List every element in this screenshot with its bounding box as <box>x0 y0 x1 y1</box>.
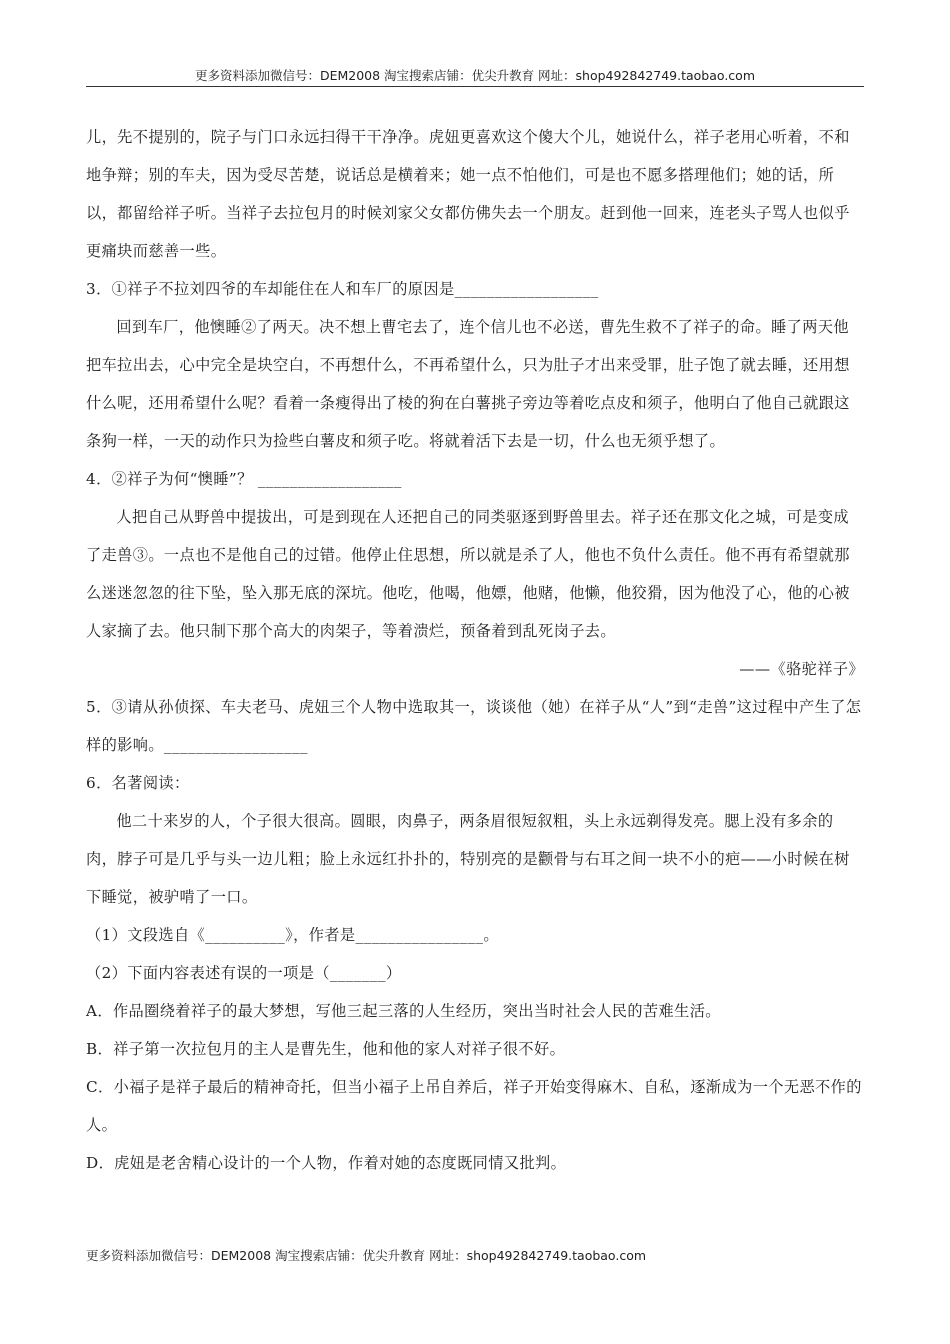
question-5: 5．③请从孙侦探、车夫老马、虎妞三个人物中选取其一，谈谈他（她）在祥子从“人”到“走兽”这过程中产生了怎样的影响。__________________ <box>86 698 862 754</box>
header-divider <box>86 86 864 87</box>
option-d: D．虎妞是老舍精心设计的一个人物，作着对她的态度既同情又批判。 <box>86 1154 567 1172</box>
passage-paragraph-4: 他二十来岁的人，个子很大很高。圆眼，肉鼻子，两条眉很短叙粗，头上永远剃得发亮。腮上没有多余的肉，脖子可是几乎与头一边儿粗；脸上永远红扑扑的，特别亮的是颧骨与右耳之间一块不小的疤——小时候在树下睡觉，被驴啃了一口。 <box>86 812 850 906</box>
question-3: 3．①祥子不拉刘四爷的车却能住在人和车厂的原因是__________________ <box>86 280 599 298</box>
question-6-2: （2）下面内容表述有误的一项是（_______） <box>86 964 402 982</box>
option-c: C．小福子是祥子最后的精神奇托，但当小福子上吊自养后，祥子开始变得麻木、自私，逐渐成为一个无恶不作的人。 <box>86 1078 862 1134</box>
question-6-1: （1）文段选自《__________》，作者是________________。 <box>86 926 499 944</box>
passage-paragraph-2: 回到车厂，他懊睡②了两天。决不想上曹宅去了，连个信儿也不必送，曹先生救不了祥子的命。睡了两天他把车拉出去，心中完全是块空白，不再想什么，不再希望什么，只为肚子才出来受罪，肚子饱了就去睡，还用想什么呢，还用希望什么呢？看着一条瘦得出了棱的狗在白薯挑子旁边等着吃点皮和须子，他明白了他自己就跟这条狗一样，一天的动作只为捡些白薯皮和须子吃。将就着活下去是一切，什么也无须乎想了。 <box>86 318 850 450</box>
page-footer: 更多资料添加微信号：DEM2008 淘宝搜索店铺：优尖升教育 网址：shop492842749.taobao.com <box>86 1248 647 1263</box>
passage-paragraph-3: 人把自己从野兽中提拔出，可是到现在人还把自己的同类驱逐到野兽里去。祥子还在那文化之城，可是变成了走兽③。一点也不是他自己的过错。他停止住思想，所以就是杀了人，他也不负什么责任。他不再有希望就那么迷迷忽忽的往下坠，坠入那无底的深坑。他吃，他喝，他嫖，他赌，他懒，他狡猾，因为他没了心，他的心被人家摘了去。他只制下那个高大的肉架子，等着溃烂，预备着到乱死岗子去。 <box>86 508 850 640</box>
document-body <box>86 118 864 1182</box>
passage-source: ——《骆驼祥子》 <box>739 660 864 678</box>
question-6: 6．名著阅读： <box>86 774 190 792</box>
question-4: 4．②祥子为何“懊睡”？ __________________ <box>86 470 402 488</box>
passage-paragraph-1: 儿，先不提别的，院子与门口永远扫得干干净净。虎妞更喜欢这个傻大个儿，她说什么，祥子老用心听着，不和地争辩；别的车夫，因为受尽苦楚，说话总是横着来；她一点不怕他们，可是也不愿多搭理他们；她的话，所以，都留给祥子听。当祥子去拉包月的时候刘家父女都仿佛失去一个朋友。赶到他一回来，连老头子骂人也似乎更痛块而慈善一些。 <box>86 128 850 260</box>
option-b: B．祥子第一次拉包月的主人是曹先生，他和他的家人对祥子很不好。 <box>86 1040 566 1058</box>
page-header: 更多资料添加微信号：DEM2008 淘宝搜索店铺：优尖升教育 网址：shop492842749.taobao.com <box>194 68 756 83</box>
option-a: A．作品圈绕着祥子的最大梦想，写他三起三落的人生经历，突出当时社会人民的苦难生活。 <box>86 1002 721 1020</box>
